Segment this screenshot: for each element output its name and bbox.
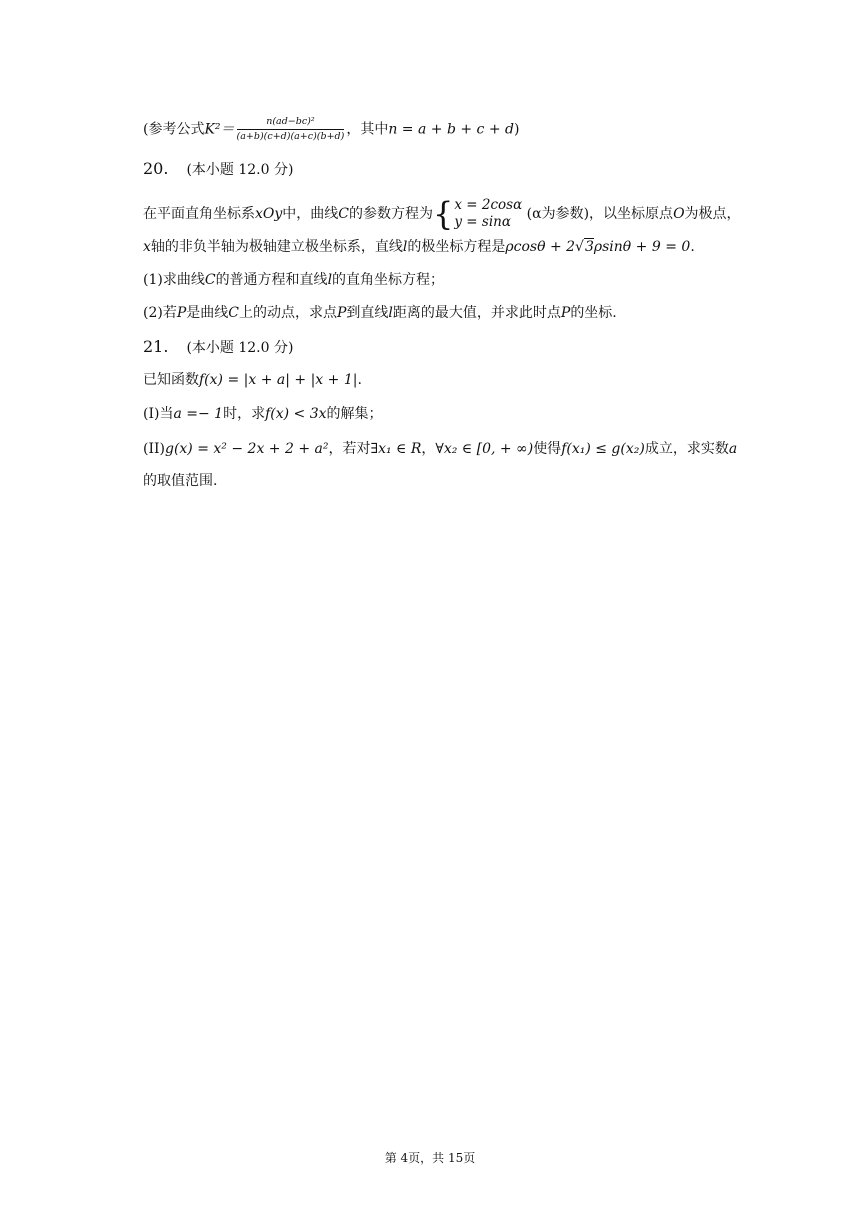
text: . [690,239,695,255]
question-number: 20. [143,159,169,178]
fraction-numerator: n(ad−bc)² [237,116,345,130]
math: l [402,239,408,255]
question-20-line-1 [143,197,741,231]
math: C [338,206,350,222]
math: f(x) < 3x [265,406,327,422]
text: 距离的最大值，并求此时点 [392,305,561,321]
equation-x: x = 2cosα [454,197,523,213]
text: 上的动点，求点 [238,305,337,321]
text: 为极点， [684,206,741,222]
text: 的普通方程和直线 [215,272,328,288]
question-20-line-2 [143,237,695,257]
text: 到直线 [346,305,389,321]
text: (2)若 [143,305,177,321]
math: C [228,305,239,321]
text: 的解集； [326,406,383,422]
text: 的直角坐标方程； [332,272,445,288]
formula-tail: n = a + b + c + d [388,121,514,138]
reference-formula [143,116,519,143]
text: 的极坐标方程是 [407,239,506,255]
question-21-part-2 [143,439,737,459]
text: 的坐标. [570,305,617,321]
question-points: (本小题 12.0 分) [186,340,294,356]
cases-brace: { [433,195,454,233]
math: ∃x₁ ∈ R [370,441,422,457]
sqrt-radicand: 3 [584,239,594,255]
math: a =− 1 [173,406,224,422]
math: ∀x₂ ∈ [0, + ∞) [435,441,534,457]
math: O [673,206,685,222]
math: C [204,272,216,288]
math: f(x) = |x + a| + |x + 1| [199,372,358,388]
page-footer: 第 4页，共 15页 [384,1151,476,1165]
question-20-part-1 [143,270,444,290]
text: 成立，求实数 [644,441,729,457]
math: g(x) = x² − 2x + 2 + a² [164,441,329,457]
text: ，若对 [328,441,371,457]
math: P [336,305,347,321]
math: xOy [255,206,283,222]
text: 时，求 [223,406,266,422]
math: P [560,305,571,321]
text: 已知函数 [143,372,199,388]
formula-fraction [237,116,345,143]
question-20-header [143,159,293,180]
formula-middle: ，其中 [346,121,389,138]
text: (1)求曲线 [143,272,205,288]
question-21-part-2-cont [143,471,217,491]
text: 中，曲线 [282,206,339,222]
formula-prefix: (参考公式 [143,121,205,138]
question-points: (本小题 12.0 分) [186,162,294,178]
question-number: 21. [143,337,169,356]
text: 是曲线 [186,305,229,321]
question-21-stem [143,370,362,390]
text: . [357,372,362,388]
fraction-denominator: (a+b)(c+d)(a+c)(b+d) [236,131,345,142]
text: 使得 [533,441,562,457]
math: P [176,305,187,321]
text: 的参数方程为 [349,206,434,222]
text: 在平面直角坐标系 [143,206,255,222]
text: (α为参数)，以坐标原点 [526,206,674,222]
question-21-part-1 [143,404,383,424]
math: x [143,239,151,255]
sqrt-sign: √ [575,239,584,255]
equation-y: y = sinα [454,214,511,230]
math: l [327,272,333,288]
math: f(x₁) ≤ g(x₂) [561,441,645,457]
text: 轴的非负半轴为极轴建立极坐标系，直线 [150,239,403,255]
formula-lhs: K²＝ [204,121,235,138]
text: (II) [143,441,165,457]
formula-close: ) [514,121,520,138]
math: l [388,305,393,321]
math: a [728,441,738,457]
parametric-equations [454,197,522,231]
text: (I)当 [143,406,174,422]
math: ρcosθ + 2 [505,239,576,255]
text: ， [421,441,436,457]
math: ρsinθ + 9 = 0 [593,239,691,255]
question-20-part-2 [143,303,617,323]
question-21-header [143,337,293,358]
text: 的取值范围. [143,473,218,489]
